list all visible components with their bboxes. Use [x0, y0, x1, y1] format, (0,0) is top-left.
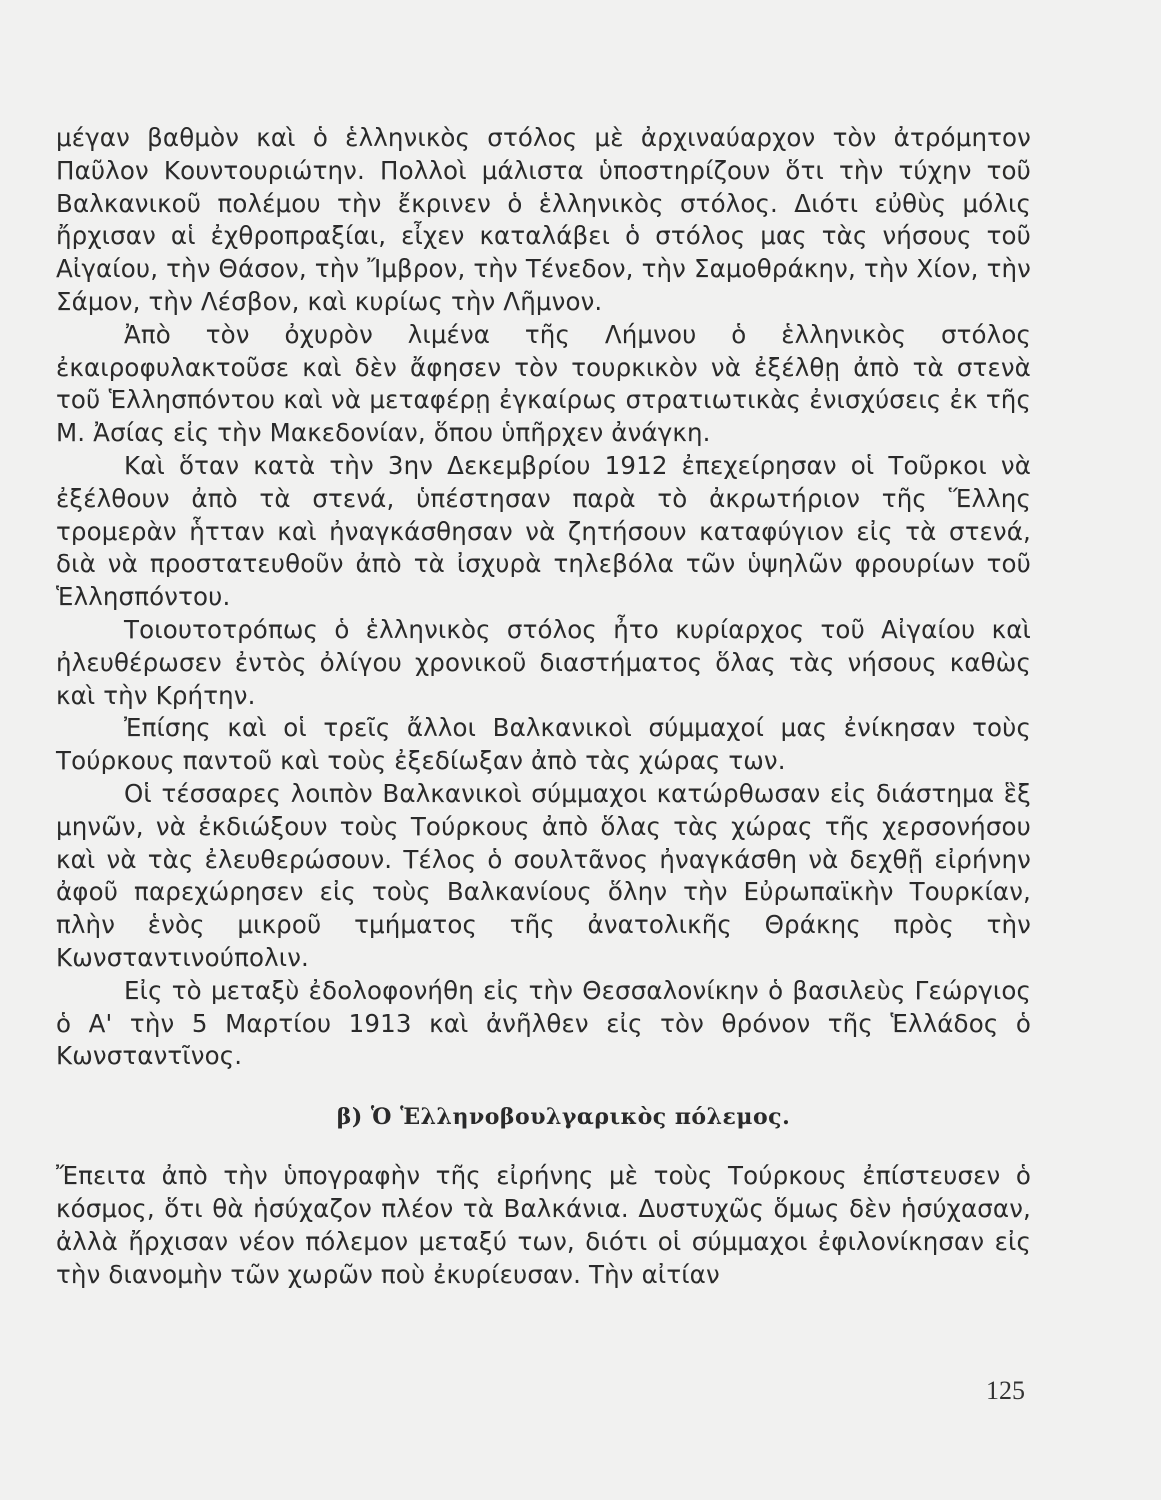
paragraph: Τοιουτοτρόπως ὁ ἑλληνικὸς στόλος ἦτο κυρίαρχος τοῦ Αἰγαίου καὶ ἠλευθέρωσεν ἐντὸς ὀλίγου χρονικοῦ διαστήματος ὅλας τὰς νήσους καθὼς καὶ τὴν Κρήτην.: [56, 614, 1031, 710]
paragraph: Οἱ τέσσαρες λοιπὸν Βαλκανικοὶ σύμμαχοι κατώρθωσαν εἰς διάστημα ἓξ μηνῶν, νὰ ἐκδιώξουν τοὺς Τούρκους ἀπὸ ὅλας τὰς χώρας τῆς χερσονήσου καὶ νὰ τὰς ἐλευθερώσουν. Τέλος ὁ σουλτᾶνος ἠναγκάσθη νὰ δεχθῇ εἰρήνην ἀφοῦ παρεχώρησεν εἰς τοὺς Βαλκανίους ὅλην τὴν Εὐρωπαϊκὴν Τουρκίαν, πλὴν ἑνὸς μικροῦ τμήματος τῆς ἀνατολικῆς Θράκης πρὸς τὴν Κωνσταντινούπολιν.: [56, 778, 1031, 972]
paragraphs-top: [56, 122, 1031, 1073]
paragraphs-bottom: [56, 1160, 1031, 1291]
page-body: [56, 122, 1031, 1291]
paragraph: Ἔπειτα ἀπὸ τὴν ὑπογραφὴν τῆς εἰρήνης μὲ τοὺς Τούρκους ἐπίστευσεν ὁ κόσμος, ὅτι θὰ ἡσύχαζον πλέον τὰ Βαλκάνια. Δυστυχῶς ὅμως δὲν ἡσύχασαν, ἀλλὰ ἤρχισαν νέον πόλεμον μεταξύ των, διότι οἱ σύμμαχοι ἐφιλονίκησαν εἰς τὴν διανομὴν τῶν χωρῶν ποὺ ἐκυρίευσαν. Τὴν αἰτίαν: [56, 1161, 1031, 1289]
paragraph: Εἰς τὸ μεταξὺ ἐδολοφονήθη εἰς τὴν Θεσσαλονίκην ὁ βασιλεὺς Γεώργιος ὁ Α' τὴν 5 Μαρτίου 1913 καὶ ἀνῆλθεν εἰς τὸν θρόνον τῆς Ἑλλάδος ὁ Κωνσταντῖνος.: [56, 975, 1031, 1071]
paragraph: Ἀπὸ τὸν ὀχυρὸν λιμένα τῆς Λήμνου ὁ ἑλληνικὸς στόλος ἐκαιροφυλακτοῦσε καὶ δὲν ἄφησεν τὸν τουρκικὸν νὰ ἐξέλθῃ ἀπὸ τὰ στενὰ τοῦ Ἑλλησπόντου καὶ νὰ μεταφέρῃ ἐγκαίρως στρατιωτικὰς ἐνισχύσεις ἐκ τῆς Μ. Ἀσίας εἰς τὴν Μακεδονίαν, ὅπου ὑπῆρχεν ἀνάγκη.: [56, 319, 1031, 448]
paragraph: Καὶ ὅταν κατὰ τὴν 3ην Δεκεμβρίου 1912 ἐπεχείρησαν οἱ Τοῦρκοι νὰ ἐξέλθουν ἀπὸ τὰ στενά, ὑπέστησαν παρὰ τὸ ἀκρωτήριον τῆς Ἕλλης τρομερὰν ἧτταν καὶ ἠναγκάσθησαν νὰ ζητήσουν καταφύγιον εἰς τὰ στενά, διὰ νὰ προστατευθοῦν ἀπὸ τὰ ἰσχυρὰ τηλεβόλα τῶν ὑψηλῶν φρουρίων τοῦ Ἑλλησπόντου.: [56, 450, 1031, 612]
paragraph: μέγαν βαθμὸν καὶ ὁ ἑλληνικὸς στόλος μὲ ἀρχιναύαρχον τὸν ἀτρόμητον Παῦλον Κουντουριώτην. Πολλοὶ μάλιστα ὑποστηρίζουν ὅτι τὴν τύχην τοῦ Βαλκανικοῦ πολέμου τὴν ἔκρινεν ὁ ἑλληνικὸς στόλος. Διότι εὐθὺς μόλις ἤρχισαν αἱ ἐχθροπραξίαι, εἶχεν καταλάβει ὁ στόλος μας τὰς νήσους τοῦ Αἰγαίου, τὴν Θάσον, τὴν Ἴμβρον, τὴν Τένεδον, τὴν Σαμοθράκην, τὴν Χίον, τὴν Σάμον, τὴν Λέσβον, καὶ κυρίως τὴν Λῆμνον.: [56, 123, 1031, 316]
page-number: 125: [986, 1376, 1025, 1405]
paragraph: Ἐπίσης καὶ οἱ τρεῖς ἄλλοι Βαλκανικοὶ σύμμαχοί μας ἐνίκησαν τοὺς Τούρκους παντοῦ καὶ τοὺς ἐξεδίωξαν ἀπὸ τὰς χώρας των.: [56, 713, 1031, 776]
section-heading: β) Ὁ Ἑλληνοβουλγαρικὸς πόλεμος.: [336, 1104, 791, 1131]
